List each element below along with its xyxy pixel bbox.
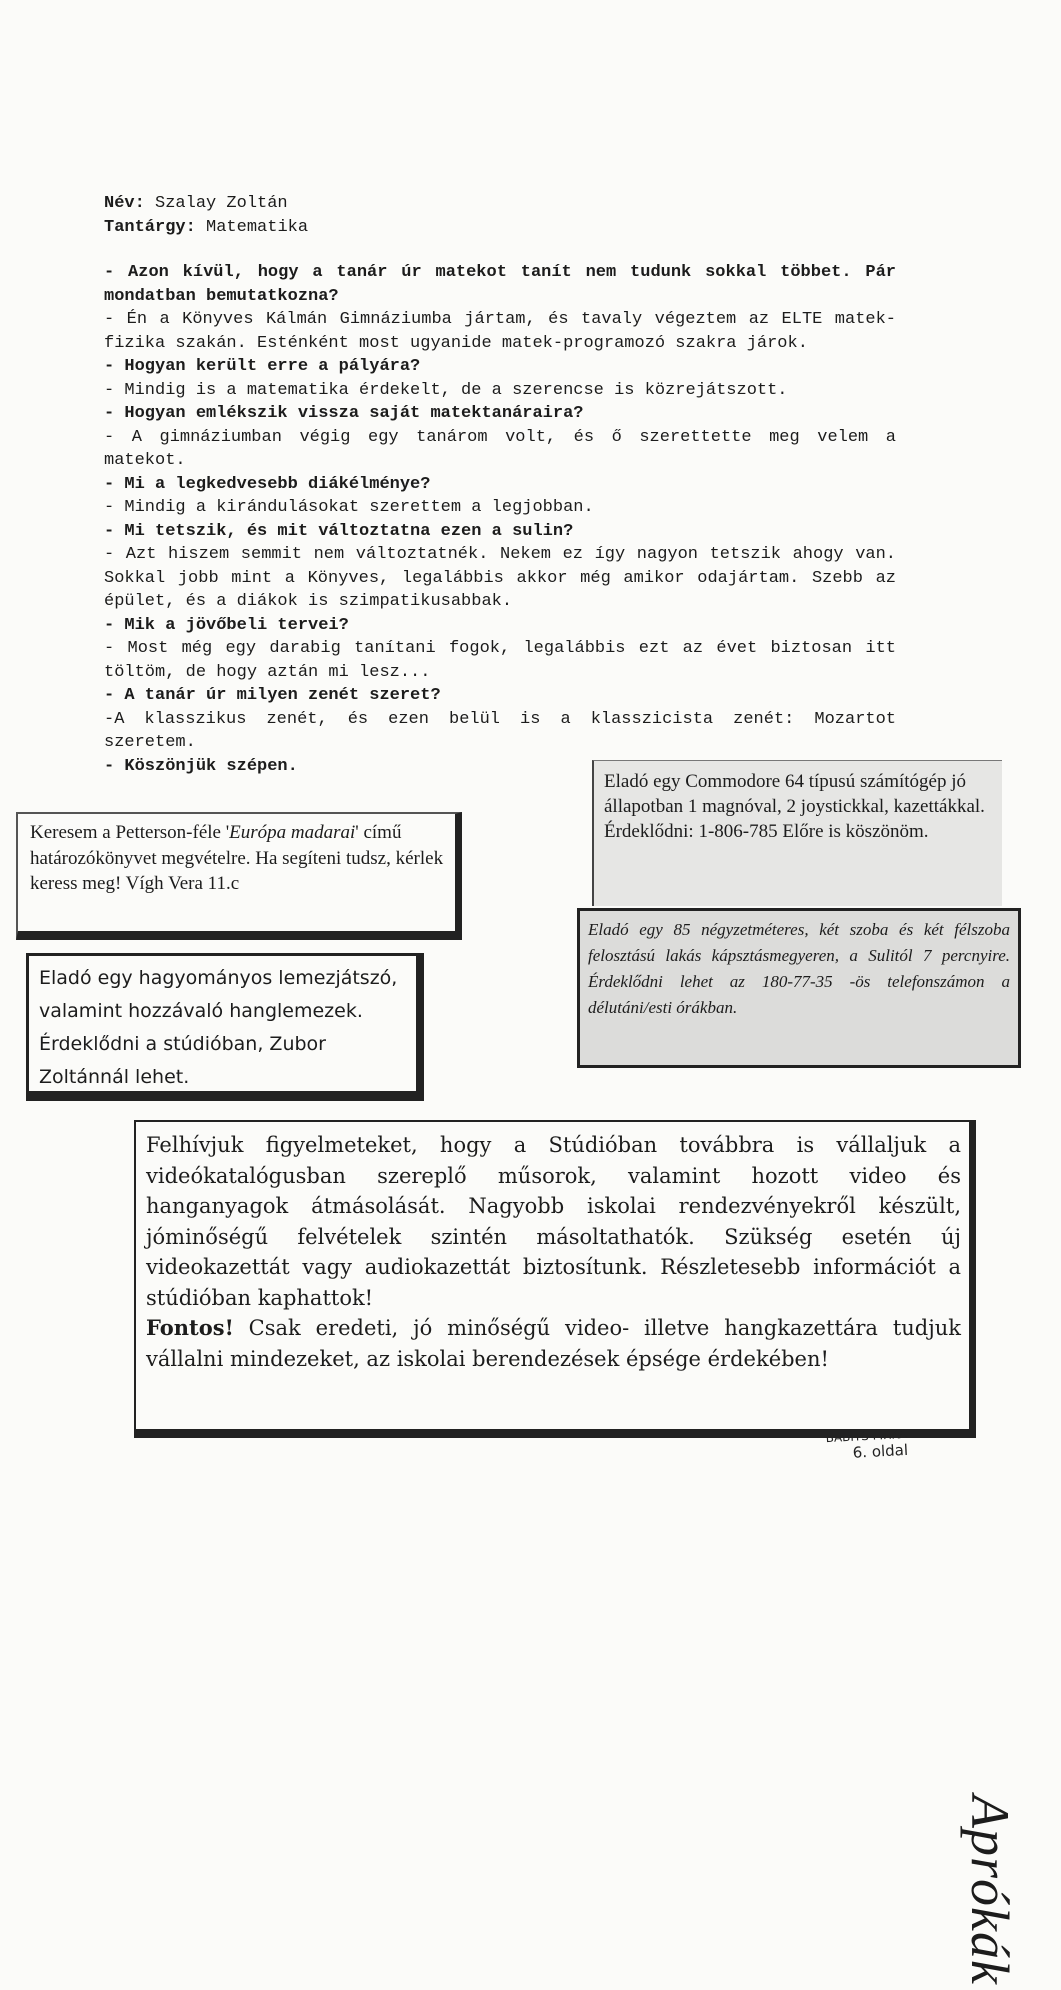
- interview-answer: - Azt hiszem semmit nem változtatnék. Nekem ez így nagyon tetszik ahogy van. Sokkal jobb mint a Könyves, legalábbis akkor még amikor odajártam. Szebb az épület, és a diákok is szimpatikusabbak.: [104, 545, 896, 611]
- interview-answer: - Most még egy darabig tanítani fogok, legalábbis ezt az évet biztosan itt töltöm, de hogy aztán mi lesz...: [104, 639, 896, 682]
- ad-bird-pre: Keresem a Petterson-féle ': [30, 822, 230, 843]
- subject-value: Matematika: [206, 217, 309, 237]
- interview-article: [104, 192, 896, 778]
- interview-answer: - Mindig a kirándulásokat szerettem a legjobban.: [104, 498, 594, 517]
- interview-question: - Hogyan került erre a pályára?: [104, 357, 421, 376]
- interview-question: - Mi a legkedvesebb diákélménye?: [104, 474, 431, 494]
- name-label: Név:: [104, 194, 145, 213]
- interview-question: - A tanár úr milyen zenét szeret?: [104, 686, 441, 705]
- ad-bird-title: Európa madarai: [229, 822, 356, 843]
- footer-page-number: 6. oldal: [852, 1440, 909, 1462]
- ad-bird-book: [16, 812, 462, 940]
- ad-record-player: Eladó egy hagyományos lemezjátszó, valamint hozzávaló hanglemezek. Érdeklődni a stúdióban, Zubor Zoltánnál lehet.: [26, 953, 424, 1101]
- interview-question: - Mi tetszik, és mit változtatna ezen a sulin?: [104, 521, 574, 541]
- interview-answer: - Én a Könyves Kálmán Gimnáziumba jártam, és tavaly végeztem az ELTE matek-fizika szakán. Esténként most ugyanide matek-programozó szakra járok.: [104, 310, 896, 353]
- important-label: Fontos!: [146, 1315, 234, 1340]
- interview-answer: - Mindig is a matematika érdekelt, de a szerencse is közrejátszott.: [104, 380, 788, 400]
- important-text: Csak eredeti, jó minőségű video- illetve hangkazettára tudjuk vállalni mindezeket, az iskolai berendezések épsége érdekében!: [146, 1316, 961, 1371]
- interview-question: - Azon kívül, hogy a tanár úr matekot tanít nem tudunk sokkal többet. Pár mondatban bemutatkozna?: [104, 263, 896, 306]
- subject-label: Tantárgy:: [104, 217, 196, 237]
- footer-publication: BABITS FIRKA: [825, 1426, 908, 1446]
- studio-text: Felhívjuk figyelmeteket, hogy a Stúdióban továbbra is vállaljuk a videókatalógusban szereplő műsorok, valamint hozott video és hanganyagok átmásolását. Nagyobb iskolai rendezvényekről készült, jóminőségű felvételek szintén másoltathatók. Szükség esetén új videokazettát vagy audiokazettát biztosítunk. Részletesebb információt a stúdióban kaphattok!: [146, 1133, 961, 1310]
- ad-flat: Eladó egy 85 négyzetméteres, két szoba és két félszoba felosztású lakás kápsztásmegyeren, a Sulitól 7 percnyire. Érdeklődni lehet az 180-77-35 -ös telefonszámon a délutáni/esti órákban.: [577, 908, 1021, 1068]
- interview-question: - Köszönjük szépen.: [104, 756, 298, 776]
- ad-bird-post: ' című határozókönyvet megvételre. Ha segíteni tudsz, kérlek keress meg! Vígh Vera 11.c: [30, 822, 444, 894]
- studio-notice: [134, 1120, 976, 1438]
- teacher-name: [104, 192, 896, 216]
- interview-answer: -A klasszikus zenét, és ezen belül is a klasszicista zenét: Mozartot szeretem.: [104, 709, 896, 752]
- name-value: Szalay Zoltán: [155, 194, 288, 213]
- interview-question: - Hogyan emlékszik vissza saját matektanáraira?: [104, 404, 584, 423]
- page-footer: [825, 1426, 908, 1462]
- ad-commodore: Eladó egy Commodore 64 típusú számítógép jó állapotban 1 magnóval, 2 joystickkal, kazettákkal. Érdeklődni: 1-806-785 Előre is köszönöm.: [592, 760, 1002, 906]
- interview-answer: - A gimnáziumban végig egy tanárom volt, és ő szerettette meg velem a matekot.: [104, 427, 896, 470]
- teacher-subject: [104, 216, 896, 240]
- interview-question: - Mik a jövőbeli tervei?: [104, 615, 349, 635]
- studio-important: [146, 1313, 961, 1374]
- interview-qa: [104, 261, 896, 778]
- section-title: Aprókák: [960, 1795, 1020, 1985]
